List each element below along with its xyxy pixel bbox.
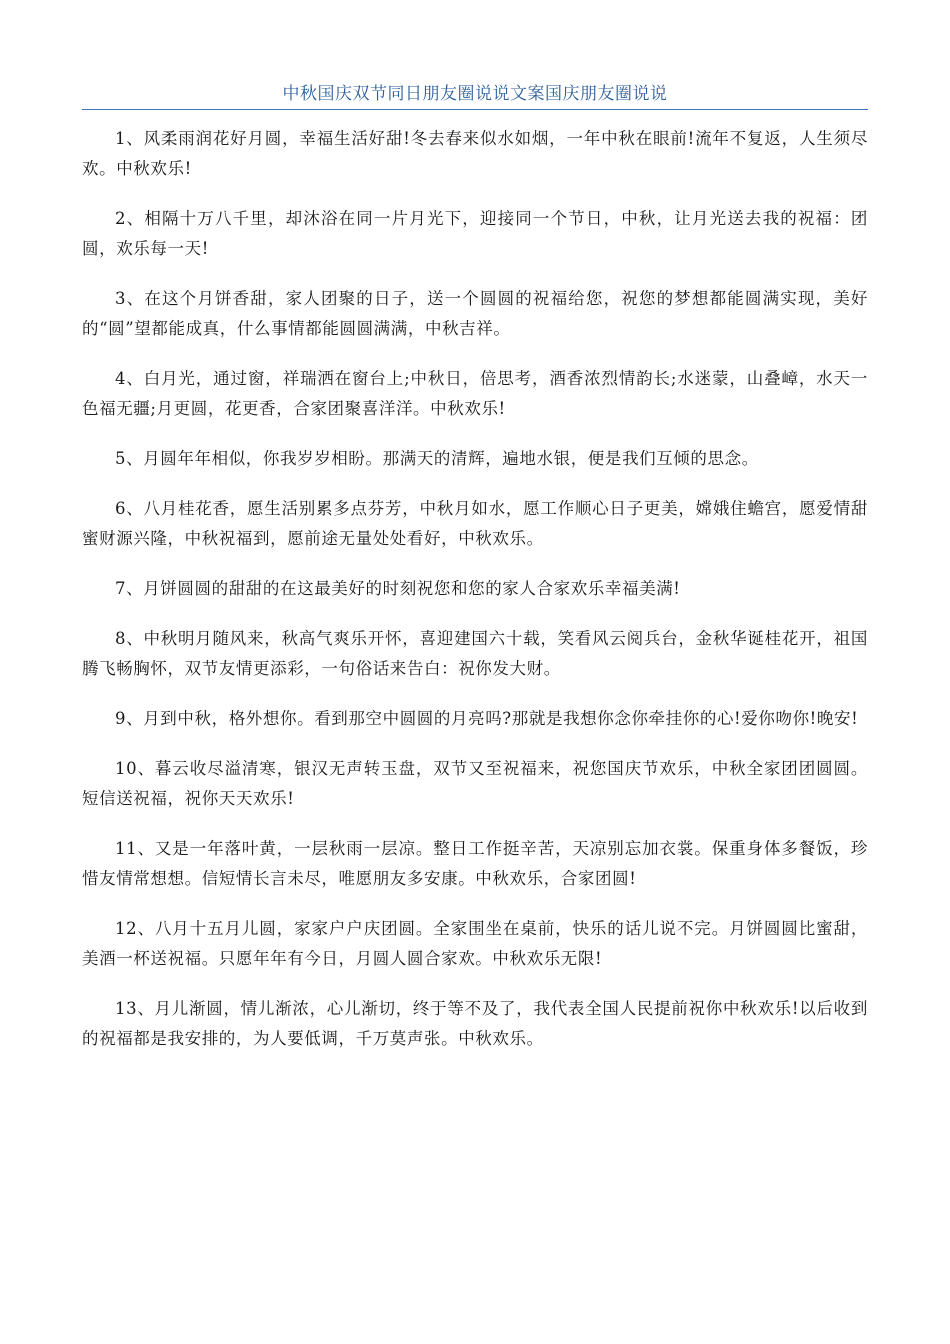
paragraph: 10、暮云收尽溢清寒，银汉无声转玉盘，双节又至祝福来，祝您国庆节欢乐，中秋全家团团圆圆。短信送祝福，祝你天天欢乐! bbox=[82, 759, 868, 808]
paragraph: 8、中秋明月随风来，秋高气爽乐开怀，喜迎建国六十载，笑看风云阅兵台，金秋华诞桂花开，祖国腾飞畅胸怀，双节友情更添彩，一句俗话来告白：祝你发大财。 bbox=[82, 629, 868, 678]
paragraph: 12、八月十五月儿圆，家家户户庆团圆。全家围坐在桌前，快乐的话儿说不完。月饼圆圆比蜜甜，美酒一杯送祝福。只愿年年有今日，月圆人圆合家欢。中秋欢乐无限! bbox=[82, 919, 868, 968]
paragraph: 5、月圆年年相似，你我岁岁相盼。那满天的清辉，遍地水银，便是我们互倾的思念。 bbox=[115, 449, 759, 468]
page-header-title: 中秋国庆双节同日朋友圈说说文案国庆朋友圈说说 bbox=[282, 84, 668, 104]
paragraph: 13、月儿渐圆，情儿渐浓，心儿渐切，终于等不及了，我代表全国人民提前祝你中秋欢乐!以后收到的祝福都是我安排的，为人要低调，千万莫声张。中秋欢乐。 bbox=[82, 999, 868, 1048]
paragraph: 2、相隔十万八千里，却沐浴在同一片月光下，迎接同一个节日，中秋，让月光送去我的祝福：团圆，欢乐每一天! bbox=[82, 209, 868, 258]
paragraph: 3、在这个月饼香甜，家人团聚的日子，送一个圆圆的祝福给您，祝您的梦想都能圆满实现，美好的“圆”望都能成真，什么事情都能圆圆满满，中秋吉祥。 bbox=[82, 289, 868, 338]
paragraph: 1、风柔雨润花好月圆，幸福生活好甜!冬去春来似水如烟，一年中秋在眼前!流年不复返，人生须尽欢。中秋欢乐! bbox=[82, 129, 868, 178]
header-divider bbox=[82, 109, 868, 110]
paragraph: 7、月饼圆圆的甜甜的在这最美好的时刻祝您和您的家人合家欢乐幸福美满! bbox=[115, 579, 681, 598]
paragraph: 6、八月桂花香，愿生活别累多点芬芳，中秋月如水，愿工作顺心日子更美，嫦娥住蟾宫，愿爱情甜蜜财源兴隆，中秋祝福到，愿前途无量处处看好，中秋欢乐。 bbox=[82, 499, 868, 548]
paragraph: 9、月到中秋，格外想你。看到那空中圆圆的月亮吗?那就是我想你念你牵挂你的心!爱你吻你!晚安! bbox=[115, 709, 859, 728]
paragraph: 11、又是一年落叶黄，一层秋雨一层凉。整日工作挺辛苦，天凉别忘加衣裳。保重身体多餐饭，珍惜友情常想想。信短情长言未尽，唯愿朋友多安康。中秋欢乐，合家团圆! bbox=[82, 839, 868, 888]
document-body bbox=[82, 124, 868, 1074]
paragraph: 4、白月光，通过窗，祥瑞洒在窗台上;中秋日，倍思考，酒香浓烈情韵长;水迷蒙，山叠嶂，水天一色福无疆;月更圆，花更香，合家团聚喜洋洋。中秋欢乐! bbox=[82, 369, 868, 418]
